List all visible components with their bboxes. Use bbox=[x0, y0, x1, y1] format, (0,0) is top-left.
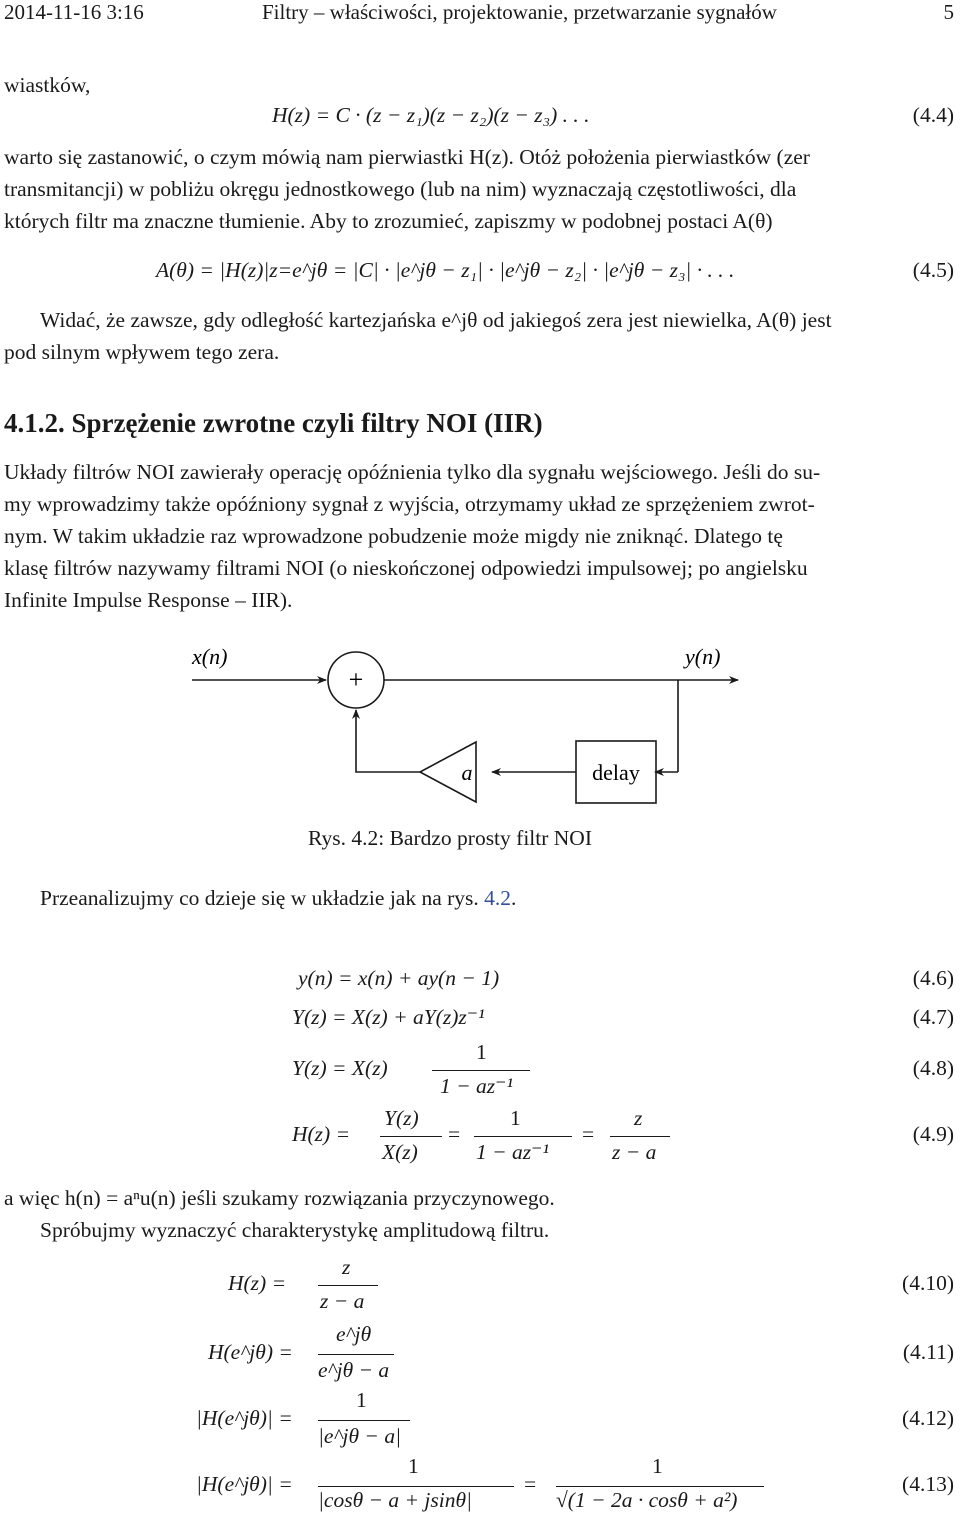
equation-4-13-numerator-2: 1 bbox=[652, 1454, 663, 1478]
equation-4-10-lhs: H(z) = bbox=[228, 1271, 287, 1295]
paragraph-text: . bbox=[511, 886, 517, 910]
paragraph-line: a więc h(n) = aⁿu(n) jeśli szukamy rozwiązania przyczynowego. bbox=[4, 1186, 555, 1210]
fraction-bar bbox=[432, 1070, 530, 1071]
equation-4-9-lhs: H(z) = bbox=[292, 1122, 351, 1146]
equation-number-4-9: (4.9) bbox=[912, 1122, 954, 1146]
equation-number-4-5: (4.5) bbox=[912, 258, 954, 282]
fraction-bar bbox=[380, 1136, 442, 1137]
equation-4-7: Y(z) = X(z) + aY(z)z⁻¹ bbox=[292, 1005, 485, 1029]
equation-number-4-6: (4.6) bbox=[912, 966, 954, 990]
equation-4-12-lhs: |H(e^jθ)| = bbox=[196, 1406, 293, 1430]
feedback-arrow bbox=[356, 710, 420, 772]
header-datetime: 2014-11-16 3:16 bbox=[4, 0, 144, 24]
paragraph-line: których filtr ma znaczne tłumienie. Aby to zrozumieć, zapiszmy w podobnej postaci A(θ) bbox=[4, 209, 773, 233]
equation-4-11-denominator: e^jθ − a bbox=[318, 1358, 390, 1382]
equation-number-4-8: (4.8) bbox=[912, 1056, 954, 1080]
equation-4-5: A(θ) = |H(z)|z=e^jθ = |C| · |e^jθ − z₁| · |e^jθ − z₂| · |e^jθ − z₃| · . . . bbox=[156, 258, 735, 282]
equation-4-11-numerator: e^jθ bbox=[336, 1322, 372, 1346]
equation-4-13-lhs: |H(e^jθ)| = bbox=[196, 1472, 293, 1496]
delay-label: delay bbox=[592, 760, 640, 785]
fraction-bar bbox=[610, 1136, 670, 1137]
gain-label: a bbox=[461, 760, 473, 785]
paragraph-line: Układy filtrów NOI zawierały operację opóźnienia tylko dla sygnału wejściowego. Jeśli do su- bbox=[4, 460, 821, 484]
equals-sign: = bbox=[524, 1472, 537, 1496]
paragraph-line: klasę filtrów nazywamy filtrami NOI (o nieskończonej odpowiedzi impulsowej; po angielsku bbox=[4, 556, 808, 580]
paragraph-line bbox=[40, 886, 516, 911]
equation-4-4: H(z) = C · (z − z₁)(z − z₂)(z − z₃) . . . bbox=[272, 103, 590, 127]
equation-4-9-numerator-1: Y(z) bbox=[384, 1106, 419, 1130]
equation-4-8-numerator: 1 bbox=[476, 1040, 487, 1064]
figure-caption: Rys. 4.2: Bardzo prosty filtr NOI bbox=[308, 826, 592, 850]
equation-4-13-denominator-2: √(1 − 2a · cosθ + a²) bbox=[556, 1488, 738, 1512]
paragraph-line: Widać, że zawsze, gdy odległość kartezjańska e^jθ od jakiegoś zera jest niewielka, A(θ) jest bbox=[40, 308, 832, 332]
equation-number-4-4: (4.4) bbox=[912, 103, 954, 127]
section-heading: 4.1.2. Sprzężenie zwrotne czyli filtry NOI (IIR) bbox=[4, 408, 543, 438]
paragraph-line: Infinite Impulse Response – IIR). bbox=[4, 588, 293, 612]
paragraph-line: nym. W takim układzie raz wprowadzone pobudzenie może migdy nie zniknąć. Dlatego tę bbox=[4, 524, 783, 548]
sum-symbol: + bbox=[348, 665, 364, 694]
equation-number-4-11: (4.11) bbox=[902, 1340, 954, 1364]
equation-4-9-numerator-3: z bbox=[634, 1106, 643, 1130]
equation-number-4-12: (4.12) bbox=[902, 1406, 954, 1430]
equation-4-8-lhs: Y(z) = X(z) bbox=[292, 1056, 388, 1080]
equation-4-13-numerator-1: 1 bbox=[408, 1454, 419, 1478]
equation-number-4-7: (4.7) bbox=[912, 1005, 954, 1029]
equation-4-11-lhs: H(e^jθ) = bbox=[208, 1340, 293, 1364]
equation-4-13-denominator-1: |cosθ − a + jsinθ| bbox=[318, 1488, 472, 1512]
equation-number-4-13: (4.13) bbox=[902, 1472, 954, 1496]
equation-4-12-numerator: 1 bbox=[356, 1388, 367, 1412]
equation-4-8-denominator: 1 − az⁻¹ bbox=[440, 1074, 513, 1098]
equation-number-4-10: (4.10) bbox=[902, 1271, 954, 1295]
fraction-bar bbox=[318, 1354, 394, 1355]
equation-4-9-denominator-2: 1 − az⁻¹ bbox=[476, 1140, 549, 1164]
paragraph-line: my wprowadzimy także opóźniony sygnał z wyjścia, otrzymamy układ ze sprzężeniem zwrot- bbox=[4, 492, 815, 516]
paragraph-wiastkow: wiastków, bbox=[4, 73, 91, 97]
fraction-bar bbox=[474, 1136, 572, 1137]
paragraph-line: pod silnym wpływem tego zera. bbox=[4, 340, 280, 364]
header-page-number: 5 bbox=[943, 0, 954, 24]
input-label: x(n) bbox=[192, 644, 228, 669]
equation-4-12-denominator: |e^jθ − a| bbox=[318, 1424, 401, 1448]
equation-4-10-numerator: z bbox=[342, 1255, 351, 1279]
equation-4-9-denominator-3: z − a bbox=[612, 1140, 657, 1164]
equation-4-6: y(n) = x(n) + ay(n − 1) bbox=[298, 966, 500, 990]
header-title: Filtry – właściwości, projektowanie, przetwarzanie sygnałów bbox=[262, 0, 777, 24]
paragraph-line: warto się zastanowić, o czym mówią nam pierwiastki H(z). Otóż położenia pierwiastków (zer bbox=[4, 145, 810, 169]
equation-4-10-denominator: z − a bbox=[320, 1289, 365, 1313]
fraction-bar bbox=[318, 1285, 378, 1286]
fraction-bar bbox=[318, 1486, 514, 1487]
output-label: y(n) bbox=[685, 644, 721, 669]
equation-4-9-numerator-2: 1 bbox=[510, 1106, 521, 1130]
paragraph-line: transmitancji) w pobliżu okręgu jednostkowego (lub na nim) wyznaczają częstotliwości, dla bbox=[4, 177, 797, 201]
equals-sign: = bbox=[448, 1122, 461, 1146]
equals-sign: = bbox=[582, 1122, 595, 1146]
fraction-bar bbox=[318, 1420, 410, 1421]
figure-reference-link[interactable]: 4.2 bbox=[484, 886, 512, 910]
equation-4-9-denominator-1: X(z) bbox=[382, 1140, 418, 1164]
iir-block-diagram bbox=[0, 630, 960, 840]
fraction-bar bbox=[556, 1486, 764, 1487]
paragraph-text: Przeanalizujmy co dzieje się w układzie jak na rys. bbox=[40, 886, 485, 910]
paragraph-line: Spróbujmy wyznaczyć charakterystykę amplitudową filtru. bbox=[40, 1218, 550, 1242]
